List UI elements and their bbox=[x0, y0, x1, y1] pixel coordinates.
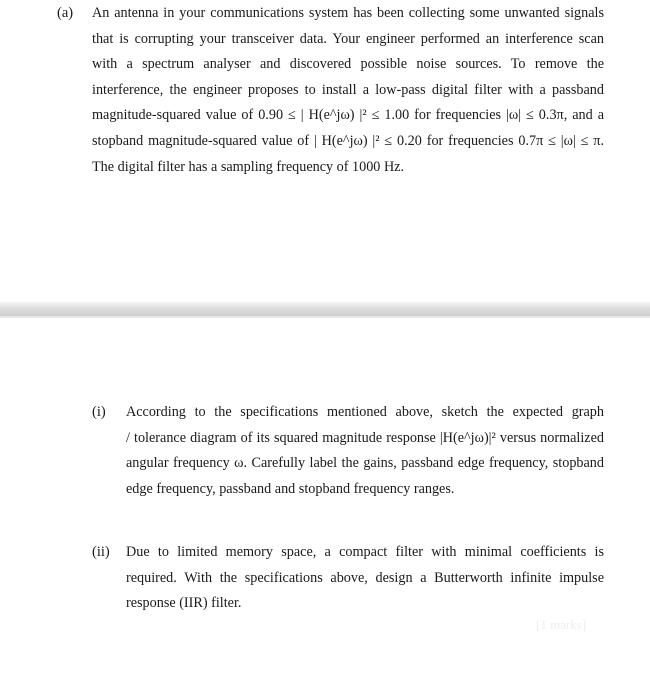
part-i-label: (i) bbox=[92, 404, 106, 420]
part-ii-line: Due to limited memory space, a compact filter with minimal coefficients is bbox=[126, 544, 604, 560]
part-ii-line: required. With the specifications above, design a Butterworth infinite impulse bbox=[126, 569, 604, 586]
marks-hint: [1 marks] bbox=[536, 617, 587, 632]
part-i-line: According to the specifications mentioned above, sketch the expected graph bbox=[126, 404, 604, 420]
part-a-line: stopband magnitude-squared value of | H(e^jω) |² ≤ 0.20 for frequencies 0.7π ≤ |ω| ≤ π. bbox=[92, 132, 604, 149]
part-a-text bbox=[92, 1, 604, 180]
part-ii-label: (ii) bbox=[92, 544, 110, 560]
part-a-line: magnitude-squared value of 0.90 ≤ | H(e^jω) |² ≤ 1.00 for frequencies |ω| ≤ 0.3π, and a bbox=[92, 107, 604, 124]
part-a-line: An antenna in your communications system has been collecting some unwanted signals bbox=[92, 5, 604, 21]
part-a-label: (a) bbox=[57, 5, 74, 21]
part-a-line: The digital filter has a sampling frequency of 1000 Hz. bbox=[92, 158, 405, 175]
part-a-line: that is corrupting your transceiver data. Your engineer performed an interference scan bbox=[92, 30, 604, 47]
part-i-line: / tolerance diagram of its squared magnitude response |H(e^jω)|² versus normalized bbox=[126, 429, 604, 446]
part-ii-text bbox=[126, 540, 604, 617]
part-i-line: angular frequency ω. Carefully label the gains, passband edge frequency, stopband bbox=[126, 455, 604, 472]
part-a-line: interference, the engineer proposes to install a low-pass digital filter with a passband bbox=[92, 81, 604, 98]
part-i-line: edge frequency, passband and stopband frequency ranges. bbox=[126, 480, 455, 497]
part-a-line: with a spectrum analyser and discovered possible noise sources. To remove the bbox=[92, 56, 604, 73]
page-separator-edge bbox=[0, 316, 650, 318]
page-separator bbox=[0, 302, 650, 316]
part-i-text bbox=[126, 400, 604, 502]
part-ii-line: response (IIR) filter. bbox=[126, 595, 242, 612]
